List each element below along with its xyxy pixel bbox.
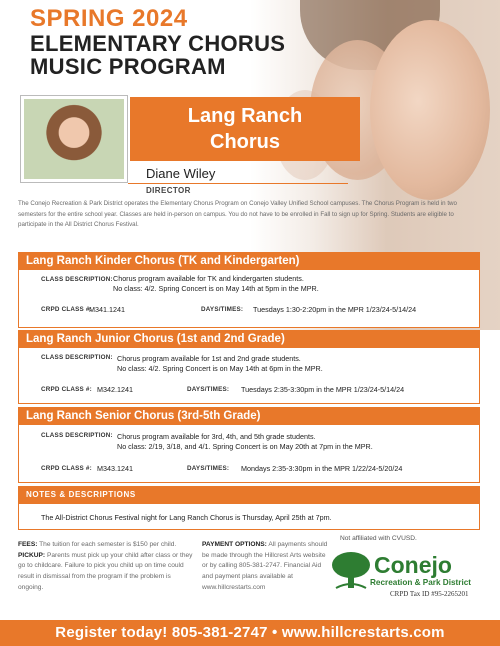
days-times-label: DAYS/TIMES: [187,386,230,393]
chorus-title-line2: Chorus [210,131,280,153]
tree-icon [330,550,372,590]
section-box-kinder [18,270,480,328]
photo-face [370,20,490,200]
class-description-label: CLASS DESCRIPTION: [41,432,113,439]
chorus-title-box [130,97,360,161]
crpd-class-number: M341.1241 [89,305,125,314]
flyer-header [30,6,285,78]
crpd-class-label: CRPD CLASS #: [41,386,92,393]
tax-id: CRPD Tax ID #95-2265201 [390,590,469,598]
days-times: Tuesdays 2:35-3:30pm in the MPR 1/23/24-5/14/24 [241,385,405,394]
crpd-class-number: M343.1241 [97,464,133,473]
section-title-junior: Lang Ranch Junior Chorus (1st and 2nd Grade) [18,330,480,348]
season-title: SPRING 2024 [30,5,188,32]
fees-block [18,540,196,594]
payment-label: PAYMENT OPTIONS: [202,541,267,548]
class-description-label: CLASS DESCRIPTION: [41,354,113,361]
class-note: No class: 2/19, 3/18, and 4/1. Spring Concert is on May 20th at 7pm in the MPR. [117,442,373,451]
section-box-senior [18,425,480,483]
class-note: No class: 4/2. Spring Concert is on May 14th at 5pm in the MPR. [113,284,319,293]
class-description-label: CLASS DESCRIPTION: [41,276,113,283]
class-description: Chorus program available for 3rd, 4th, and 5th grade students. [117,432,316,441]
register-footer: Register today! 805-381-2747 • www.hillcrestarts.com [0,620,500,646]
pickup-label: PICKUP: [18,551,46,559]
class-note: No class: 4/2. Spring Concert is on May 14th at 6pm in the MPR. [117,364,323,373]
pickup-text: Parents must pick up your child after class or they go to childcare. Failure to pick you child up on time could result in dismissal from the program if the problem is ongoing. [18,551,193,591]
days-times: Tuesdays 1:30-2:20pm in the MPR 1/23/24-5/14/24 [253,305,417,314]
director-divider [128,183,348,184]
conejo-logo [330,548,490,618]
logo-subtitle: Recreation & Park District [370,578,472,587]
chorus-title-line1: Lang Ranch [187,105,303,127]
notes-text: The All-District Chorus Festival night for Lang Ranch Chorus is Thursday, April 25th at 7pm. [41,513,332,522]
crpd-class-label: CRPD CLASS #: [41,306,92,313]
fees-label: FEES: [18,541,38,548]
class-description: Chorus program available for TK and kindergarten students. [113,274,304,283]
director-role: DIRECTOR [146,186,191,195]
director-portrait [24,99,124,179]
section-box-junior [18,348,480,404]
section-title-kinder: Lang Ranch Kinder Chorus (TK and Kindergarten) [18,252,480,270]
crpd-class-label: CRPD CLASS #: [41,465,92,472]
director-photo [20,95,128,183]
logo-name: Conejo [374,552,452,578]
days-times-label: DAYS/TIMES: [201,306,244,313]
section-title-senior: Lang Ranch Senior Chorus (3rd-5th Grade) [18,407,480,425]
payment-text: All payments should be made through the Hillcrest Arts website or by calling 805-381-2747. Financial Aid and payment plans available at www.hillcrestarts.com [202,541,328,591]
crpd-class-number: M342.1241 [97,385,133,394]
program-title-line2: MUSIC PROGRAM [30,54,226,79]
notes-heading: NOTES & DESCRIPTIONS [18,486,480,504]
fees-text: The tuition for each semester is $150 per child. [39,541,177,548]
days-times-label: DAYS/TIMES: [187,465,230,472]
payment-block [202,540,332,594]
affiliation-note: Not affiliated with CVUSD. [340,535,417,542]
notes-box [18,504,480,530]
class-description: Chorus program available for 1st and 2nd grade students. [117,354,301,363]
program-title-line1: ELEMENTARY CHORUS [30,31,286,56]
intro-paragraph: The Conejo Recreation & Park District operates the Elementary Chorus Program on Conejo Valley Unified School campuses. The Chorus Program is held in two semesters for the entire school year. Classes are held in-person on campus. You do not have to be enrolled in Fall to sign up for Spring. Students are eligible to participate in the All District Chorus Festival. [18,200,457,228]
days-times: Mondays 2:35-3:30pm in the MPR 1/22/24-5/20/24 [241,464,403,473]
director-name: Diane Wiley [146,166,216,181]
